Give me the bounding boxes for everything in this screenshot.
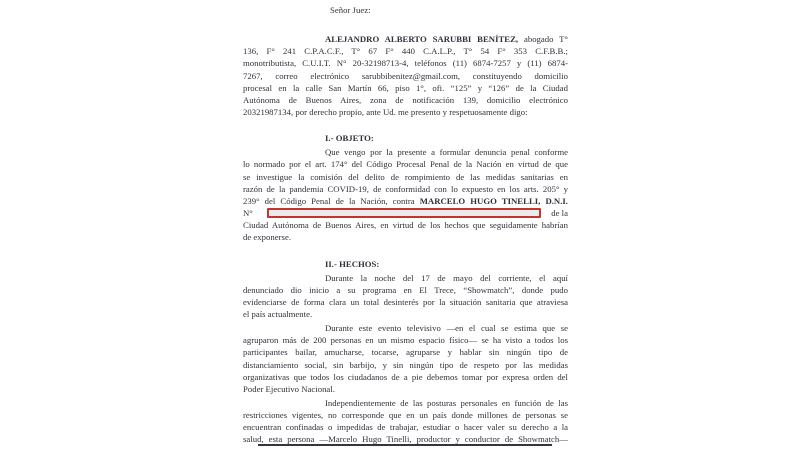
text-segment: razón de la pandemia COVID-19, de conformidad con lo expuesto en los arts. 205° y	[243, 183, 568, 194]
text-line	[243, 33, 568, 45]
text-segment: salud, esta persona —Marcelo Hugo Tinelli, productor y conductor de Showmatch—	[243, 434, 568, 445]
text-line	[243, 82, 568, 94]
paragraph	[243, 322, 568, 395]
text-segment: 239° del Código Penal de la Nación, contra	[243, 195, 420, 206]
text-segment: 7267, correo electrónico sarubbibenitez@gmail.com, constituyendo domicilio	[243, 70, 568, 81]
text-segment: monotributista, C.U.I.T. N° 20-32198713-4, teléfonos (11) 6874-7257 y (11) 6874-	[243, 58, 568, 69]
redacted-dni-box	[267, 208, 541, 218]
text-segment: Poder Ejecutivo Nacional.	[243, 383, 335, 394]
text-segment: Durante este evento televisivo —en el cual se estima que se	[325, 323, 568, 334]
document-body	[243, 4, 568, 446]
text-segment: 136, F° 241 C.P.A.C.F., T° 67 F° 440 C.A.L.P., T° 54 F° 353 C.F.B.B.;	[243, 46, 568, 57]
paragraph	[243, 397, 568, 446]
text-line	[243, 383, 568, 395]
text-line	[243, 284, 568, 296]
salutation-line: Señor Juez:	[330, 5, 371, 15]
text-line	[243, 57, 568, 69]
text-line	[243, 397, 568, 409]
text-line	[243, 296, 568, 308]
text-line	[243, 346, 568, 358]
text-line	[243, 171, 568, 183]
section-heading: II.- HECHOS:	[325, 259, 380, 270]
text-segment: evidenciarse de forma clara un total desinterés por la situación sanitaria que atraviesa	[243, 296, 568, 307]
text-segment: abogado T°	[518, 34, 568, 45]
text-line	[243, 231, 568, 243]
page-bottom-rule	[258, 444, 552, 446]
text-segment: encuentran confinadas o impedidas de trabajar, estudiar o hacer valer su derecho a la	[243, 422, 568, 433]
bold-text: MARCELO HUGO TINELLI,	[419, 195, 541, 206]
text-segment: distanciamiento social, sin barbijo, y sin ningún tipo de respeto por las medidas	[243, 359, 568, 370]
redacted-dni-line	[243, 207, 568, 219]
text-line	[243, 70, 568, 82]
text-line	[243, 195, 568, 207]
paragraph	[243, 272, 568, 321]
text-line	[243, 359, 568, 371]
text-line	[243, 272, 568, 284]
text-line	[243, 183, 568, 195]
text-line	[243, 322, 568, 334]
text-segment: Ciudad Autónoma de Buenos Aires, en virtud de los hechos que seguidamente habrían	[243, 220, 568, 231]
paragraph	[243, 146, 568, 243]
text-line	[243, 106, 568, 118]
paragraph	[243, 33, 568, 118]
dni-suffix: de la	[551, 207, 568, 218]
text-segment: restricciones vigentes, no corresponde que en un país donde millones de personas se	[243, 410, 568, 421]
text-segment: agruparon más de 200 personas en un mismo espacio físico— se ha visto a todos los	[243, 335, 568, 346]
text-segment: se investigue la comisión del delito de rompimiento de las medidas sanitarias en	[243, 171, 568, 182]
text-line	[243, 308, 568, 320]
dni-prefix: N°	[243, 207, 253, 218]
bold-text: ALEJANDRO ALBERTO SARUBBI BENÍTEZ,	[325, 34, 519, 45]
text-segment: participantes bailar, amucharse, tocarse, agruparse y hablar sin ningún tipo de	[243, 347, 568, 358]
text-segment: procesal en la calle San Martín 66, piso 1°, ofi. “125” y “126” de la Ciudad	[243, 82, 568, 93]
text-segment: denunciado dio inicio a su programa en El Trece, “Showmatch”, donde pudo	[243, 284, 568, 295]
text-line	[243, 45, 568, 57]
text-line	[243, 334, 568, 346]
text-segment: Que vengo por la presente a formular denuncia penal conforme	[325, 147, 568, 158]
text-segment: Durante la noche del 17 de mayo del corriente, el aquí	[325, 272, 568, 283]
text-line	[243, 146, 568, 158]
text-segment: Autónoma de Buenos Aires, zona de notificación 139, domicilio electrónico	[243, 94, 568, 105]
text-segment: el país actualmente.	[243, 308, 313, 319]
text-line	[243, 421, 568, 433]
text-line	[243, 371, 568, 383]
text-segment: lo normado por el art. 174° del Código Procesal Penal de la Nación en virtud de que	[243, 159, 568, 170]
text-segment: organizativas que todos los ciudadanos de a pie debemos tomar por expresa orden del	[243, 371, 568, 382]
text-segment: 20321987134, por derecho propio, ante Ud. me presento y respetuosamente digo:	[243, 106, 528, 117]
section-heading: I.- OBJETO:	[325, 133, 374, 144]
text-segment: Independientemente de las posturas personales en función de las	[325, 397, 568, 408]
bold-text: D.N.I.	[545, 195, 568, 206]
text-line	[243, 94, 568, 106]
text-line	[243, 158, 568, 170]
text-line	[243, 219, 568, 231]
text-line	[243, 409, 568, 421]
text-segment: de exponerse.	[243, 232, 292, 243]
